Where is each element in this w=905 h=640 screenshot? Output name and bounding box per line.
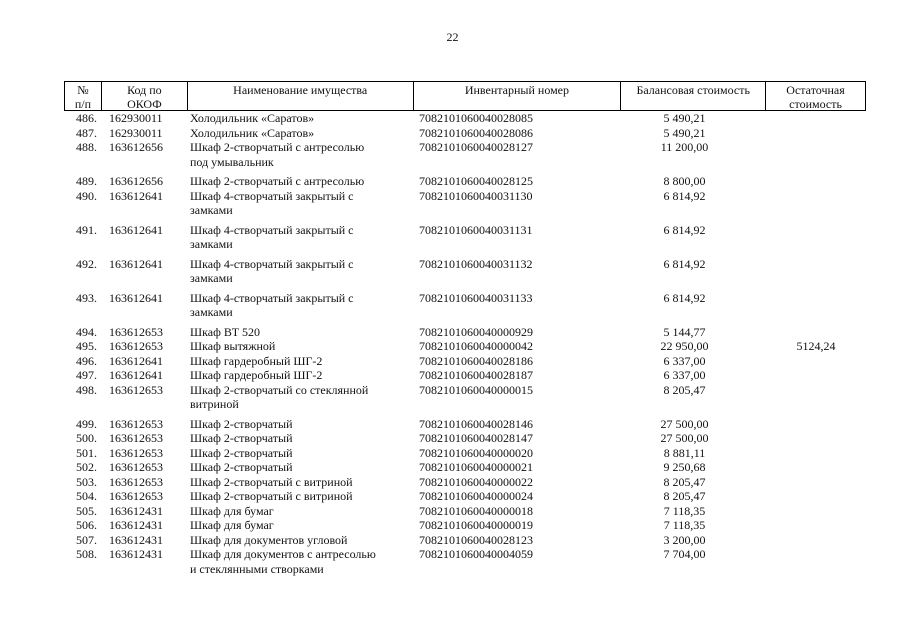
okof-code: 163612656 xyxy=(109,174,163,188)
row-number: 504. xyxy=(76,489,97,503)
table-row xyxy=(64,518,866,533)
row-number: 506. xyxy=(76,518,97,532)
inventory-number: 7082101060040000042 xyxy=(419,339,533,353)
row-number: 490. xyxy=(76,188,97,203)
table-row xyxy=(64,257,866,286)
row-number: 495. xyxy=(76,339,97,353)
inventory-number: 7082101060040031131 xyxy=(419,222,533,237)
balance-value: 6 814,92 xyxy=(663,256,706,271)
property-name xyxy=(187,126,413,141)
table-row xyxy=(64,446,866,461)
inventory-number: 7082101060040028147 xyxy=(419,431,533,445)
okof-code: 163612431 xyxy=(109,518,163,532)
table-row xyxy=(64,111,866,126)
table-row xyxy=(64,189,866,218)
row-number: 489. xyxy=(76,174,97,188)
header-property-name: Наименование имущества xyxy=(187,81,414,111)
balance-value: 27 500,00 xyxy=(660,416,709,431)
row-number: 507. xyxy=(76,532,97,547)
okof-code: 163612641 xyxy=(109,222,163,237)
property-name xyxy=(187,417,413,432)
row-number: 503. xyxy=(76,474,97,489)
property-name xyxy=(187,223,413,252)
balance-value: 5 490,21 xyxy=(663,111,706,125)
residual-value xyxy=(766,547,866,576)
table-header xyxy=(64,81,866,111)
property-name-line: Шкаф вытяжной xyxy=(190,339,276,353)
property-name-line: Шкаф 2-створчатый с витриной xyxy=(190,474,353,489)
inventory-number: 7082101060040028146 xyxy=(419,416,533,431)
row-number: 487. xyxy=(76,125,97,140)
header-okof-code: Код по ОКОФ xyxy=(101,81,188,111)
property-name xyxy=(187,174,413,189)
row-number: 498. xyxy=(76,382,97,397)
property-name-line: Шкаф 2-створчатый со стеклянной xyxy=(190,382,369,397)
row-number: 496. xyxy=(76,353,97,368)
property-name xyxy=(187,475,413,490)
balance-value: 9 250,68 xyxy=(663,460,706,474)
property-name-line: Шкаф 2-створчатый xyxy=(190,416,293,431)
header-balance-value: Балансовая стоимость xyxy=(620,81,766,111)
table-row xyxy=(64,533,866,548)
property-name-line: Шкаф для бумаг xyxy=(190,518,274,532)
residual-value xyxy=(766,325,866,340)
property-name-line: под умывальник xyxy=(190,154,274,169)
table-row xyxy=(64,431,866,446)
property-name-line: Шкаф 2-створчатый с витриной xyxy=(190,489,353,503)
property-name xyxy=(187,547,413,576)
okof-code: 163612653 xyxy=(109,339,163,353)
property-name-line: Шкаф 2-створчатый xyxy=(190,431,293,445)
table-row xyxy=(64,140,866,169)
property-name-line: Шкаф 2-створчатый xyxy=(190,460,293,474)
residual-value xyxy=(766,111,866,126)
property-name-line: Шкаф для документов угловой xyxy=(190,532,348,547)
inventory-number: 7082101060040000021 xyxy=(419,460,533,474)
row-number: 505. xyxy=(76,503,97,518)
row-spacer xyxy=(64,576,866,581)
property-name-line: Шкаф ВТ 520 xyxy=(190,324,261,339)
row-number: 497. xyxy=(76,368,97,382)
row-number: 501. xyxy=(76,445,97,460)
property-name-line: Шкаф 4-створчатый закрытый с xyxy=(190,290,354,305)
okof-code: 163612641 xyxy=(109,256,163,271)
residual-value xyxy=(766,383,866,412)
residual-value xyxy=(766,174,866,189)
balance-value: 6 337,00 xyxy=(663,353,706,368)
property-name-line: Шкаф 2-створчатый с антресолью xyxy=(190,174,365,188)
balance-value: 7 118,35 xyxy=(663,503,706,518)
okof-code: 163612653 xyxy=(109,416,163,431)
balance-value: 6 814,92 xyxy=(663,188,706,203)
inventory-number: 7082101060040028187 xyxy=(419,368,533,382)
residual-value: 5124,24 xyxy=(796,339,836,353)
header-residual-value: Остаточная стоимость xyxy=(765,81,866,111)
inventory-number: 7082101060040028127 xyxy=(419,140,533,154)
property-name-line: Шкаф 4-створчатый закрытый с xyxy=(190,222,354,237)
property-name xyxy=(187,504,413,519)
table-row xyxy=(64,354,866,369)
balance-value: 5 144,77 xyxy=(663,324,706,339)
inventory-number: 7082101060040028123 xyxy=(419,532,533,547)
okof-code: 163612641 xyxy=(109,290,163,305)
okof-code: 163612653 xyxy=(109,460,163,474)
property-name-line: Холодильник «Саратов» xyxy=(190,111,315,125)
balance-value: 3 200,00 xyxy=(663,532,706,547)
inventory-number: 7082101060040028085 xyxy=(419,111,533,125)
property-name xyxy=(187,460,413,475)
okof-code: 163612431 xyxy=(109,532,163,547)
property-name-line: Шкаф для бумаг xyxy=(190,503,274,518)
balance-value: 8 881,11 xyxy=(663,445,706,460)
property-name-line: Шкаф 2-створчатый с антресолью xyxy=(190,140,365,154)
residual-value xyxy=(766,504,866,519)
table-row xyxy=(64,417,866,432)
property-name-line: витриной xyxy=(190,397,239,411)
inventory-number: 7082101060040031132 xyxy=(419,256,533,271)
property-name xyxy=(187,189,413,218)
row-number: 508. xyxy=(76,547,97,561)
balance-value: 7 704,00 xyxy=(663,547,706,561)
okof-code: 163612653 xyxy=(109,489,163,503)
okof-code: 163612431 xyxy=(109,503,163,518)
residual-value xyxy=(766,533,866,548)
property-name-line: Шкаф 4-створчатый закрытый с xyxy=(190,256,354,271)
residual-value xyxy=(766,518,866,533)
row-number: 492. xyxy=(76,256,97,271)
okof-code: 163612653 xyxy=(109,324,163,339)
residual-value xyxy=(766,291,866,320)
inventory-number: 7082101060040028125 xyxy=(419,174,533,188)
property-name xyxy=(187,368,413,383)
residual-value xyxy=(766,354,866,369)
inventory-number: 7082101060040000022 xyxy=(419,474,533,489)
property-name-line: Шкаф 2-створчатый xyxy=(190,445,293,460)
balance-value: 8 205,47 xyxy=(663,489,706,503)
balance-value: 11 200,00 xyxy=(660,140,709,154)
property-name xyxy=(187,257,413,286)
row-number: 488. xyxy=(76,140,97,154)
table-row xyxy=(64,223,866,252)
table-row xyxy=(64,460,866,475)
table-row xyxy=(64,339,866,354)
table-row xyxy=(64,489,866,504)
okof-code: 163612653 xyxy=(109,431,163,445)
table-row xyxy=(64,325,866,340)
inventory-number: 7082101060040000018 xyxy=(419,503,533,518)
residual-value xyxy=(766,189,866,218)
residual-value xyxy=(766,475,866,490)
table-row xyxy=(64,504,866,519)
property-name xyxy=(187,518,413,533)
residual-value xyxy=(766,446,866,461)
okof-code: 163612641 xyxy=(109,188,163,203)
row-number: 486. xyxy=(76,111,97,125)
row-number: 494. xyxy=(76,324,97,339)
balance-value: 22 950,00 xyxy=(660,339,709,353)
table-row xyxy=(64,174,866,189)
residual-value xyxy=(766,140,866,169)
balance-value: 6 337,00 xyxy=(663,368,706,382)
header-no: № п/п xyxy=(64,81,102,111)
table-row xyxy=(64,547,866,576)
property-name-line: замками xyxy=(190,203,233,217)
property-name-line: Шкаф гардеробный ШГ-2 xyxy=(190,353,323,368)
property-name-line: Шкаф для документов с антресолью xyxy=(190,547,376,561)
okof-code: 163612653 xyxy=(109,445,163,460)
property-name xyxy=(187,446,413,461)
residual-value xyxy=(766,126,866,141)
table-row xyxy=(64,291,866,320)
inventory-number: 7082101060040000929 xyxy=(419,324,533,339)
residual-value xyxy=(766,431,866,446)
property-name xyxy=(187,140,413,169)
residual-value xyxy=(766,368,866,383)
table-row xyxy=(64,475,866,490)
row-number: 500. xyxy=(76,431,97,445)
residual-value xyxy=(766,489,866,504)
property-name-line: Холодильник «Саратов» xyxy=(190,125,315,140)
inventory-number: 7082101060040000020 xyxy=(419,445,533,460)
table-row xyxy=(64,368,866,383)
property-name-line: замками xyxy=(190,305,233,319)
balance-value: 8 205,47 xyxy=(663,474,706,489)
property-name-line: замками xyxy=(190,271,233,285)
balance-value: 7 118,35 xyxy=(663,518,706,532)
property-name xyxy=(187,325,413,340)
row-number: 491. xyxy=(76,222,97,237)
header-inventory-number: Инвентарный номер xyxy=(413,81,622,111)
property-name xyxy=(187,431,413,446)
table-row xyxy=(64,126,866,141)
property-name-line: Шкаф 4-створчатый закрытый с xyxy=(190,188,354,203)
balance-value: 6 814,92 xyxy=(663,222,706,237)
balance-value: 27 500,00 xyxy=(660,431,709,445)
inventory-number: 7082101060040004059 xyxy=(419,547,533,561)
residual-value xyxy=(766,460,866,475)
inventory-number: 7082101060040000019 xyxy=(419,518,533,532)
row-number: 502. xyxy=(76,460,97,474)
residual-value xyxy=(766,223,866,252)
residual-value xyxy=(766,257,866,286)
inventory-number: 7082101060040031133 xyxy=(419,290,533,305)
okof-code: 163612641 xyxy=(109,353,163,368)
row-number: 493. xyxy=(76,290,97,305)
property-name xyxy=(187,354,413,369)
page-number: 22 xyxy=(446,30,459,44)
inventory-number: 7082101060040028186 xyxy=(419,353,533,368)
property-name-line: Шкаф гардеробный ШГ-2 xyxy=(190,368,323,382)
property-name xyxy=(187,111,413,126)
inventory-number: 7082101060040000024 xyxy=(419,489,533,503)
balance-value: 8 205,47 xyxy=(663,382,706,397)
property-name-line: замками xyxy=(190,237,233,251)
property-name-line: и стеклянными створками xyxy=(190,561,324,576)
okof-code: 163612656 xyxy=(109,140,163,154)
balance-value: 6 814,92 xyxy=(663,290,706,305)
table-body xyxy=(64,111,866,581)
okof-code: 162930011 xyxy=(109,125,163,140)
table-row xyxy=(64,383,866,412)
okof-code: 163612653 xyxy=(109,382,163,397)
property-name xyxy=(187,489,413,504)
okof-code: 163612431 xyxy=(109,547,163,561)
row-number: 499. xyxy=(76,416,97,431)
okof-code: 163612653 xyxy=(109,474,163,489)
property-name xyxy=(187,383,413,412)
inventory-number: 7082101060040031130 xyxy=(419,188,533,203)
property-name xyxy=(187,533,413,548)
property-name xyxy=(187,291,413,320)
okof-code: 163612641 xyxy=(109,368,163,382)
balance-value: 5 490,21 xyxy=(663,125,706,140)
balance-value: 8 800,00 xyxy=(663,174,706,188)
property-name xyxy=(187,339,413,354)
residual-value xyxy=(766,417,866,432)
inventory-number: 7082101060040028086 xyxy=(419,125,533,140)
inventory-number: 7082101060040000015 xyxy=(419,382,533,397)
okof-code: 162930011 xyxy=(109,111,163,125)
